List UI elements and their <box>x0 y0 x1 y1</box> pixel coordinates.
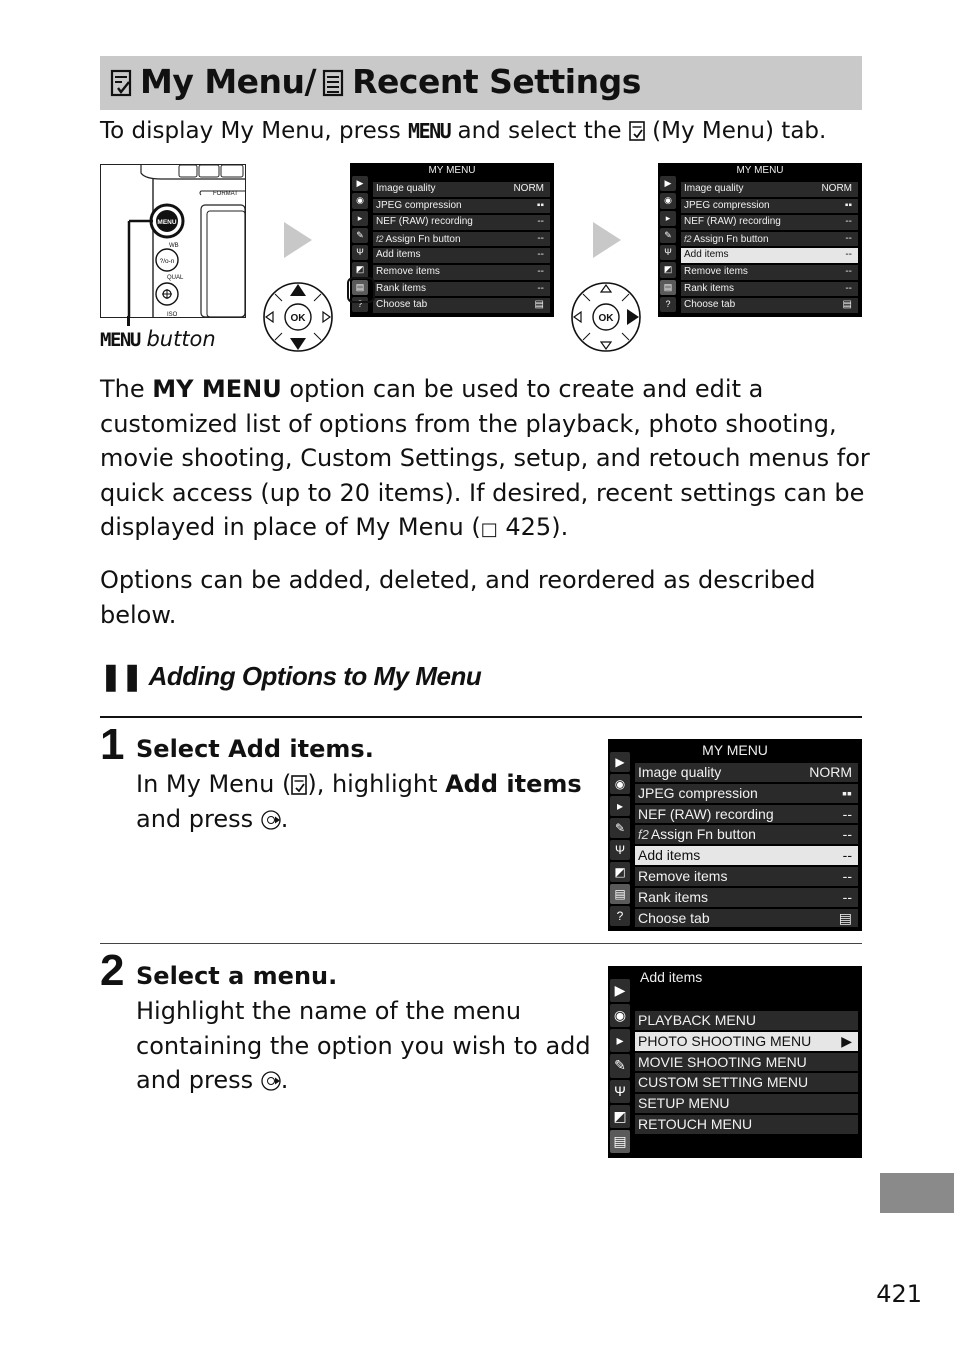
menu-row-label: PHOTO SHOOTING MENU <box>638 1032 812 1049</box>
retouch-tab-icon[interactable]: ◩ <box>610 1105 630 1128</box>
menu-row-value: -- <box>845 232 852 244</box>
wb-label: WB <box>169 243 179 249</box>
menu-row-label: RETOUCH MENU <box>638 1116 753 1132</box>
menu-row-value: ▶ <box>841 1032 852 1049</box>
my-menu-tab-icon[interactable]: ▤ <box>610 1130 630 1153</box>
menu-row-label: Image quality <box>638 764 722 780</box>
menu-row[interactable] <box>681 282 858 297</box>
step1-heading-part2: . <box>364 735 374 763</box>
camera-body-drawing <box>101 165 245 317</box>
screen-title: Add items <box>640 969 703 985</box>
menu-row-value: -- <box>537 282 544 294</box>
my-menu-tab-icon[interactable]: ▤ <box>660 280 676 295</box>
intro-part1: To display My Menu, press <box>100 118 409 144</box>
divider-top <box>100 716 862 718</box>
menu-row[interactable] <box>635 1115 858 1134</box>
menu-row-value: -- <box>845 266 852 277</box>
setup-tab-icon[interactable]: Ψ <box>610 1080 630 1103</box>
help-tab-icon[interactable]: ? <box>352 297 368 312</box>
menu-row[interactable] <box>635 909 858 928</box>
custom-settings-tab-icon[interactable]: ✎ <box>610 1054 630 1077</box>
menu-row-label: Rank items <box>638 888 709 905</box>
subheading-text: Adding Options to My Menu <box>148 661 482 691</box>
movie-shooting-tab-icon[interactable]: ▸ <box>610 796 630 816</box>
menu-row[interactable] <box>635 763 858 782</box>
subheading-marks: ❚❚ <box>100 661 143 691</box>
menu-row-value: ▪▪ <box>536 199 544 211</box>
fn-prefix: f2 <box>638 827 649 843</box>
menu-row[interactable] <box>635 805 858 824</box>
title-recent-settings: Recent Settings <box>352 62 641 101</box>
menu-row-value: -- <box>537 266 544 277</box>
screen-title: MY MENU <box>702 742 768 758</box>
menu-row-label: NEF (RAW) recording <box>684 216 781 228</box>
menu-row-value: ▪▪ <box>842 784 852 801</box>
menu-row-value: -- <box>845 249 852 261</box>
menu-row-label: Choose tab <box>638 909 710 926</box>
step1-text4: . <box>280 804 289 833</box>
retouch-tab-icon[interactable]: ◩ <box>352 262 368 277</box>
step1-add-items-bold: Add items <box>445 770 582 798</box>
description-paragraph <box>100 372 870 548</box>
menu-row-value: -- <box>845 216 852 228</box>
next-arrow-2 <box>593 222 621 258</box>
menu-button-caption <box>100 324 216 355</box>
photo-shooting-tab-icon[interactable]: ◉ <box>660 193 676 208</box>
fn-prefix: f2 <box>684 233 692 244</box>
retouch-tab-icon[interactable]: ◩ <box>610 862 630 882</box>
para1-my-menu-bold: MY MENU <box>152 375 282 403</box>
menu-row[interactable] <box>681 248 858 263</box>
multi-selector-up-down <box>262 281 334 353</box>
menu-row-value: NORM <box>821 183 852 194</box>
fn-prefix: f2 <box>376 233 384 244</box>
menu-row[interactable] <box>373 298 550 313</box>
menu-row[interactable] <box>681 182 858 197</box>
custom-settings-tab-icon[interactable]: ✎ <box>610 818 630 838</box>
menu-row-value: -- <box>842 868 852 884</box>
options-paragraph: Options can be added, deleted, and reordered as described below. <box>100 566 816 629</box>
menu-row-label: Assign Fn button <box>385 233 461 245</box>
menu-row-label: Remove items <box>638 868 728 884</box>
subheading <box>100 658 481 694</box>
menu-row-label: Choose tab <box>376 299 428 311</box>
menu-row[interactable] <box>373 215 550 230</box>
menu-row[interactable] <box>373 265 550 280</box>
step2-heading: Select a menu. <box>136 962 338 990</box>
playback-tab-icon[interactable]: ▶ <box>352 176 368 191</box>
movie-shooting-tab-icon[interactable]: ▸ <box>352 211 368 226</box>
menu-row-label: PLAYBACK MENU <box>638 1012 756 1028</box>
custom-settings-tab-icon[interactable]: ✎ <box>352 228 368 243</box>
menu-row-label: JPEG compression <box>376 199 462 211</box>
menu-row-label: Rank items <box>684 282 735 294</box>
menu-key-label: MENU <box>408 119 451 143</box>
menu-row-value: NORM <box>513 183 544 194</box>
playback-tab-icon[interactable]: ▶ <box>660 176 676 191</box>
menu-row[interactable] <box>635 1094 858 1113</box>
add-items-screen <box>608 966 862 1158</box>
menu-row[interactable] <box>635 1053 858 1072</box>
para1-part1: The <box>100 375 153 403</box>
menu-row-label: Add items <box>376 249 421 261</box>
step1-number: 1 <box>100 720 125 769</box>
menu-row-label: Remove items <box>376 266 440 277</box>
movie-shooting-tab-icon[interactable]: ▸ <box>660 211 676 226</box>
multi-selector-right <box>570 281 642 353</box>
menu-row-label: JPEG compression <box>684 199 770 211</box>
menu-tabs <box>608 739 632 931</box>
iso-label: ISO <box>167 312 178 317</box>
chapter-tab-marker <box>880 1173 954 1213</box>
menu-row[interactable] <box>635 846 858 865</box>
menu-row-value: -- <box>842 847 852 864</box>
menu-row-label: NEF (RAW) recording <box>376 216 473 228</box>
menu-row-label: Remove items <box>684 266 748 277</box>
divider-middle <box>100 943 862 944</box>
help-tab-icon[interactable]: ? <box>610 906 630 926</box>
setup-tab-icon[interactable]: Ψ <box>660 245 676 260</box>
setup-tab-icon[interactable]: Ψ <box>610 840 630 860</box>
para1-part2: option can be used to create and edit a customized list of options from the playback, photo shooting, movie shooting, Custom Settings, setup, and retouch menus for quick access (up to 20 items). If desired, recent settings can be displayed in place of My Menu ( <box>100 375 870 541</box>
next-arrow-1 <box>284 222 312 258</box>
playback-tab-icon[interactable]: ▶ <box>610 979 630 1002</box>
menu-row-value: -- <box>537 216 544 228</box>
menu-row[interactable] <box>635 1073 858 1092</box>
step1-text <box>136 767 596 836</box>
step1-heading-part1: Select <box>136 735 229 763</box>
menu-tabs <box>658 163 678 317</box>
photo-shooting-tab-icon[interactable]: ◉ <box>352 193 368 208</box>
step1-heading-bold: Add items <box>228 735 365 763</box>
step1-text2: ), highlight <box>307 770 446 798</box>
menu-button-label: MENU <box>157 219 177 226</box>
menu-row-label: MOVIE SHOOTING MENU <box>638 1053 807 1070</box>
menu-row-value: ▤ <box>838 909 852 926</box>
menu-row[interactable] <box>635 825 858 844</box>
menu-row-value: -- <box>842 888 852 905</box>
menu-row-label: SETUP MENU <box>638 1095 730 1112</box>
menu-row[interactable] <box>681 199 858 214</box>
menu-row-label: NEF (RAW) recording <box>638 805 774 822</box>
menu-row-value: -- <box>842 805 852 822</box>
step2-number: 2 <box>100 946 125 995</box>
custom-settings-tab-icon[interactable]: ✎ <box>660 228 676 243</box>
retouch-tab-icon[interactable]: ◩ <box>660 262 676 277</box>
format-label: FORMAT <box>213 191 238 197</box>
menu-row[interactable] <box>373 182 550 197</box>
title-my-menu: My Menu <box>140 62 305 101</box>
menu-row[interactable] <box>681 215 858 230</box>
menu-row-value: -- <box>537 249 544 261</box>
menu-row[interactable] <box>373 248 550 263</box>
page-reference-icon: □ <box>480 519 498 540</box>
menu-row[interactable] <box>635 784 858 803</box>
my-menu-tab-icon <box>629 121 645 141</box>
help-protect-label: ?/o-n <box>159 258 175 265</box>
menu-row[interactable] <box>373 232 550 247</box>
photo-shooting-tab-icon[interactable]: ◉ <box>610 774 630 794</box>
my-menu-screen-3 <box>608 739 862 931</box>
menu-row-label: Choose tab <box>684 299 736 311</box>
multi-selector-right-icon <box>261 1071 281 1091</box>
menu-row-label: Assign Fn button <box>650 826 756 843</box>
intro-text <box>100 114 880 148</box>
menu-row-label: Image quality <box>684 183 744 194</box>
menu-row-value: NORM <box>809 764 852 780</box>
section-title <box>110 60 641 104</box>
menu-row[interactable] <box>373 199 550 214</box>
menu-row-label: Image quality <box>376 183 436 194</box>
intro-part3: (My Menu) tab. <box>644 118 827 144</box>
menu-row[interactable] <box>635 1032 858 1051</box>
photo-shooting-tab-icon[interactable]: ◉ <box>610 1004 630 1027</box>
my-menu-screen-2 <box>658 163 862 317</box>
step2-text1: Highlight the name of the menu containing the option you wish to add and press <box>136 997 591 1094</box>
screen-title: MY MENU <box>428 165 476 176</box>
step1-heading <box>136 732 374 766</box>
recent-settings-icon <box>322 69 344 97</box>
my-menu-screen-1 <box>350 163 554 317</box>
menu-row-value: -- <box>845 282 852 294</box>
menu-row-label: Add items <box>638 847 701 864</box>
playback-tab-icon[interactable]: ▶ <box>610 752 630 772</box>
menu-row-value: ▤ <box>534 299 544 311</box>
multi-selector-right-icon <box>261 810 281 830</box>
menu-row[interactable] <box>681 265 858 280</box>
menu-row[interactable] <box>681 298 858 313</box>
title-slash: / <box>304 62 317 101</box>
menu-row-value: ▪▪ <box>844 199 852 211</box>
para1-part3: 425). <box>497 513 569 541</box>
menu-row-label: JPEG compression <box>638 784 758 801</box>
menu-row-value: ▤ <box>842 299 852 311</box>
page-number: 421 <box>876 1280 922 1308</box>
step1-text3: and press <box>136 804 261 833</box>
ok-label: OK <box>290 313 306 324</box>
caption-menu-key: MENU <box>100 329 140 351</box>
my-menu-icon <box>110 69 132 97</box>
ok-label: OK <box>598 313 614 324</box>
menu-row[interactable] <box>681 232 858 247</box>
menu-row-value: -- <box>537 232 544 244</box>
menu-row[interactable] <box>635 867 858 886</box>
caption-button-text: button <box>139 327 216 351</box>
setup-tab-icon[interactable]: Ψ <box>352 245 368 260</box>
qual-label: QUAL <box>167 275 184 281</box>
movie-shooting-tab-icon[interactable]: ▸ <box>610 1029 630 1052</box>
section-header <box>100 56 862 110</box>
my-menu-tab-icon[interactable]: ▤ <box>352 280 368 295</box>
my-menu-tab-icon <box>291 775 307 795</box>
menu-tabs <box>608 966 632 1158</box>
step2-text2: . <box>280 1066 289 1094</box>
step1-text1: In My Menu ( <box>136 770 292 798</box>
menu-row-label: Add items <box>684 249 729 261</box>
my-menu-tab-icon[interactable]: ▤ <box>610 884 630 904</box>
intro-part2: and select the <box>450 118 629 144</box>
menu-row[interactable] <box>635 888 858 907</box>
menu-row-label: CUSTOM SETTING MENU <box>638 1074 809 1091</box>
menu-row-value: -- <box>842 826 852 843</box>
step2-text <box>136 994 591 1098</box>
menu-row[interactable] <box>635 1011 858 1030</box>
camera-illustration <box>100 164 246 318</box>
menu-row-label: Assign Fn button <box>693 233 769 245</box>
help-tab-icon[interactable]: ? <box>660 297 676 312</box>
menu-row-label: Rank items <box>376 282 427 294</box>
menu-row[interactable] <box>373 282 550 297</box>
screen-title: MY MENU <box>736 165 784 176</box>
tab-highlight-ring <box>347 277 375 303</box>
